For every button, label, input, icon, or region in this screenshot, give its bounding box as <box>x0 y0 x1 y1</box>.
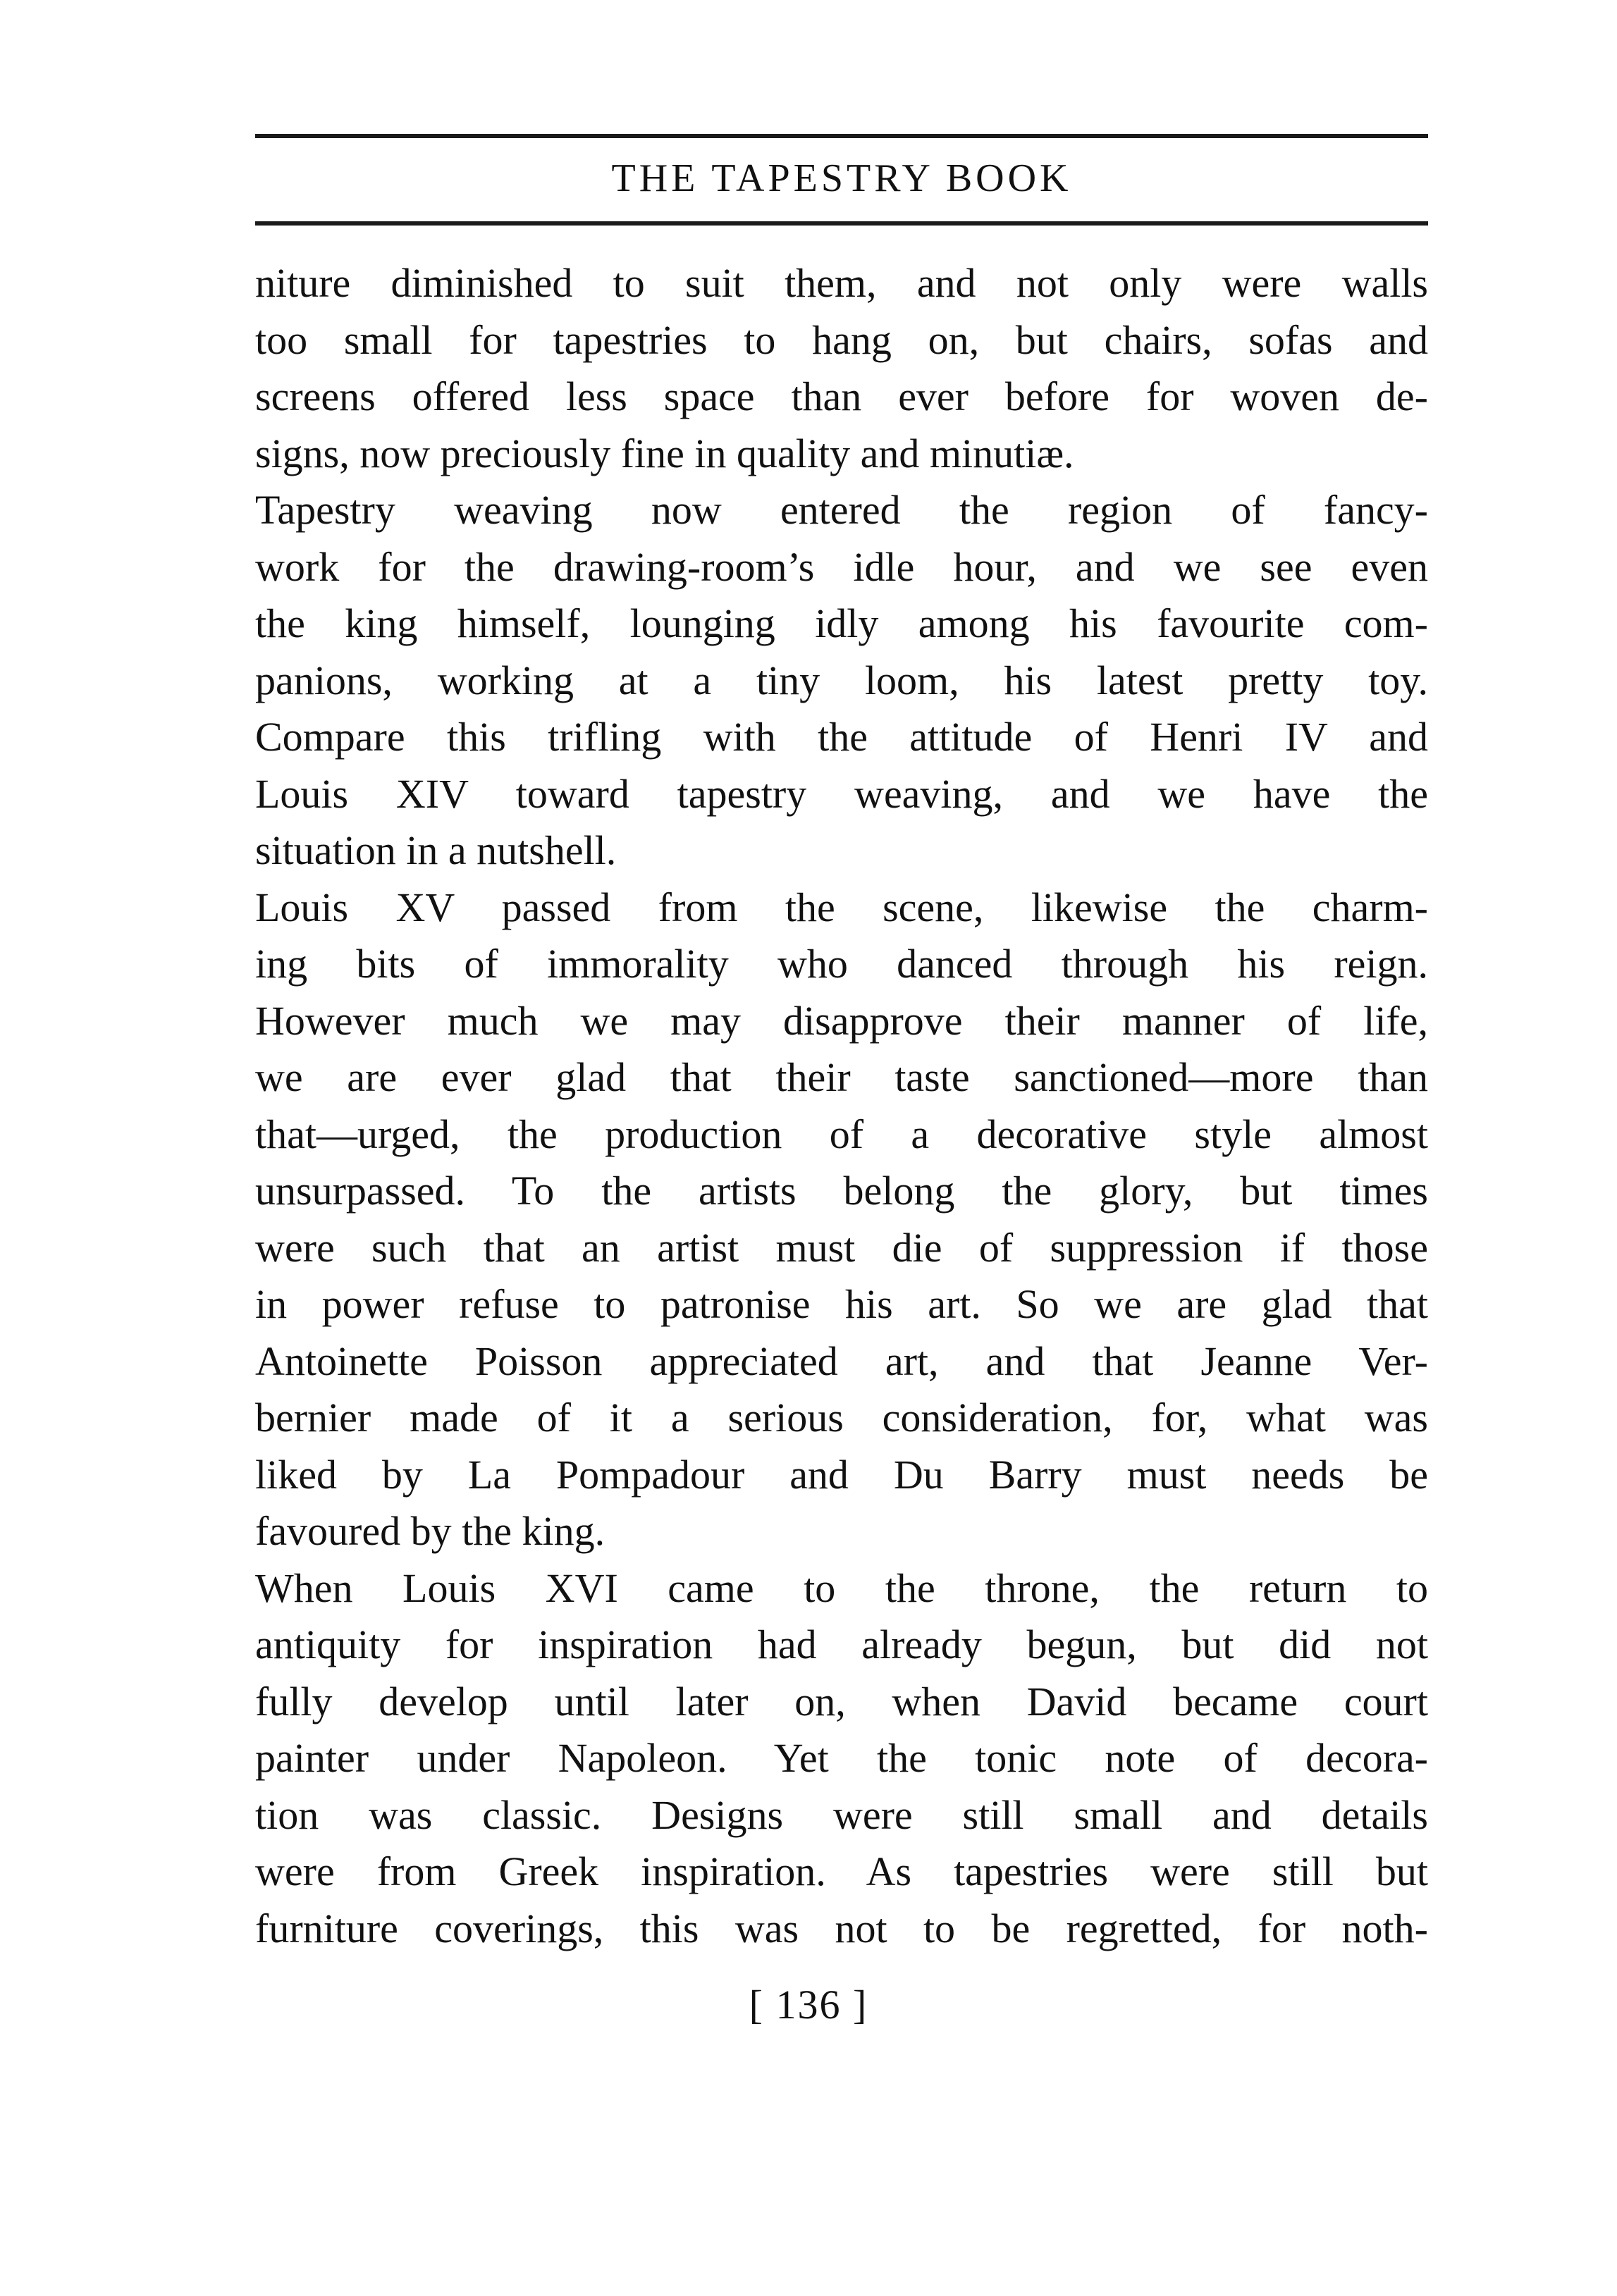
text-line: painter under Napoleon. Yet the tonic note of decora- <box>255 1735 1428 1781</box>
header-rule-top <box>255 134 1428 138</box>
text-line: were from Greek inspiration. As tapestries were still but <box>255 1848 1428 1894</box>
text-line: Tapestry weaving now entered the region of fancy- <box>255 487 1428 533</box>
text-line: bernier made of it a serious consideration, for, what was <box>255 1395 1428 1440</box>
text-line: were such that an artist must die of suppression if those <box>255 1224 1428 1271</box>
text-line: screens offered less space than ever before for woven de- <box>255 374 1428 419</box>
header-rule-bottom <box>255 221 1428 226</box>
text-line: When Louis XVI came to the throne, the return to <box>255 1564 1428 1611</box>
text-line: antiquity for inspiration had already begun, but did not <box>255 1622 1428 1667</box>
text-line: However much we may disapprove their manner of life, <box>255 997 1428 1044</box>
text-line: Antoinette Poisson appreciated art, and that Jeanne Ver- <box>255 1338 1428 1384</box>
text-line: Compare this trifling with the attitude of Henri IV and <box>255 714 1428 760</box>
body-text <box>255 255 1428 1957</box>
text-line: Louis XIV toward tapestry weaving, and we have the <box>255 770 1428 817</box>
running-title: THE TAPESTRY BOOK <box>611 156 1072 200</box>
text-line: tion was classic. Designs were still small and details <box>255 1791 1428 1838</box>
page-number: [ 136 ] <box>749 1982 868 2027</box>
text-line: we are ever glad that their taste sanctioned—more than <box>255 1054 1428 1100</box>
text-line: liked by La Pompadour and Du Barry must needs be <box>255 1451 1428 1498</box>
text-line: unsurpassed. To the artists belong the glory, but times <box>255 1168 1428 1214</box>
text-line: in power refuse to patronise his art. So we are glad that <box>255 1281 1428 1327</box>
text-line: signs, now preciously fine in quality and minutiæ. <box>255 430 1074 476</box>
text-line: ing bits of immorality who danced through his reign. <box>255 941 1428 987</box>
text-line: situation in a nutshell. <box>255 827 617 873</box>
text-line: that—urged, the production of a decorative style almost <box>255 1111 1428 1157</box>
text-line: niture diminished to suit them, and not only were walls <box>255 260 1428 306</box>
text-line: too small for tapestries to hang on, but chairs, sofas and <box>255 316 1428 363</box>
text-line: fully develop until later on, when David became court <box>255 1678 1428 1724</box>
text-line: work for the drawing-room’s idle hour, and we see even <box>255 543 1428 590</box>
text-line: favoured by the king. <box>255 1508 605 1554</box>
text-line: Louis XV passed from the scene, likewise the charm- <box>255 884 1428 930</box>
text-line: the king himself, lounging idly among his favourite com- <box>255 600 1428 646</box>
text-line: panions, working at a tiny loom, his latest pretty toy. <box>255 657 1428 703</box>
text-line: furniture coverings, this was not to be regretted, for noth- <box>255 1905 1428 1951</box>
